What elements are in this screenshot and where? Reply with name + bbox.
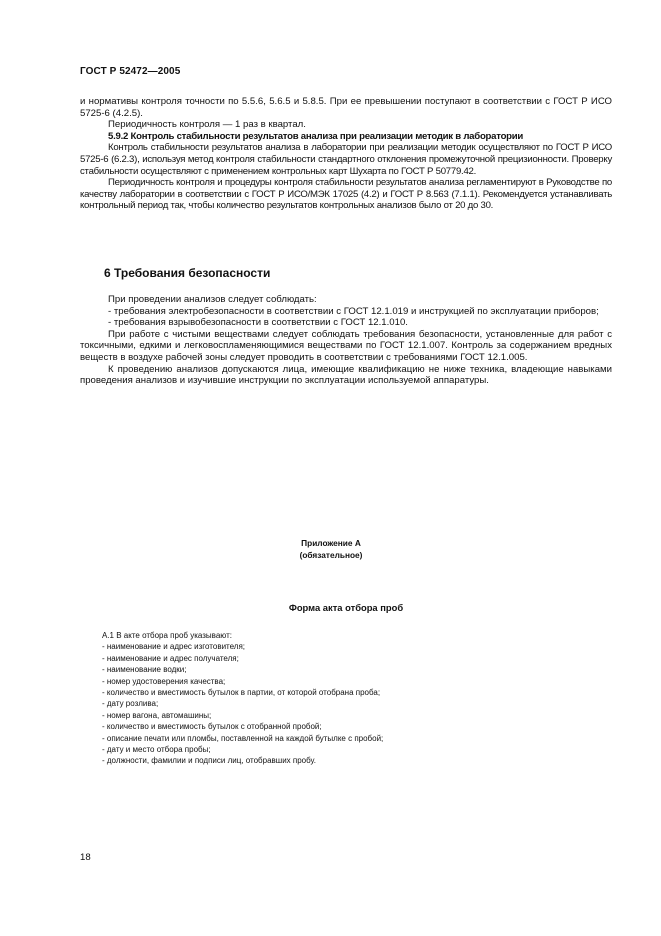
list-item: - наименование и адрес получателя; xyxy=(102,653,239,663)
list-item: - дату розлива; xyxy=(102,699,159,709)
list-item: - номер вагона, автомашины; xyxy=(102,710,212,720)
list-item: - дату и место отбора пробы; xyxy=(102,745,211,755)
paragraph-electrical-safety: - требования электробезопасности в соответствии с ГОСТ 12.1.019 и инструкцией по эксплуатации приборов; xyxy=(108,305,599,317)
list-item: - номер удостоверения качества; xyxy=(102,676,226,686)
page-number: 18 xyxy=(80,852,91,863)
list-item: - должности, фамилии и подписи лиц, отобравших пробу. xyxy=(102,756,316,766)
list-item: - описание печати или пломбы, поставленной на каждой бутылке с пробой; xyxy=(102,733,384,743)
list-item: - наименование водки; xyxy=(102,665,187,675)
safety-text-block xyxy=(80,294,612,387)
list-item: - количество и вместимость бутылок с отобранной пробой; xyxy=(102,722,322,732)
list-item: - наименование и адрес изготовителя; xyxy=(102,642,246,652)
paragraph-stability-control: Контроль стабильности результатов анализа в лаборатории при реализации методик осуществляют по ГОСТ Р ИСО 5725-6 (6.2.3), используя метод контроля стабильности стандартного отклонения промежуточной прецизионности. Проверку стабильности осуществляют с применением контрольных карт Шухарта по ГОСТ Р 50779.42. xyxy=(80,142,612,177)
paragraph-control-procedures: Периодичность контроля и процедуры контроля стабильности результатов анализа регламентируют в Руководстве по качеству лаборатории в соответствии с ГОСТ Р ИСО/МЭК 17025 (4.2) и ГОСТ Р 8.563 (7.1.1). Рекомендуется устанавливать контрольный период так, чтобы количество результатов контрольных анализов было от 20 до 30. xyxy=(80,177,612,212)
subsection-heading-5-9-2: 5.9.2 Контроль стабильности результатов анализа при реализации методик в лаборатории xyxy=(108,130,524,142)
list-item: - количество и вместимость бутылок в партии, от которой отобрана проба; xyxy=(102,688,381,698)
paragraph-accuracy-norms: и нормативы контроля точности по 5.5.6, 5.6.5 и 5.8.5. При ее превышении поступают в соответствии с ГОСТ Р ИСО 5725-6 (4.2.5). xyxy=(80,96,612,119)
document-code-header: ГОСТ Р 52472—2005 xyxy=(80,66,181,77)
list-intro: А.1 В акте отбора проб указывают: xyxy=(102,631,232,640)
paragraph-safety-intro: При проведении анализов следует соблюдать: xyxy=(108,294,317,305)
control-text-block xyxy=(80,96,612,212)
appendix-label: Приложение А xyxy=(301,538,361,548)
paragraph-explosion-safety: - требования взрывобезопасности в соответствии с ГОСТ 12.1.010. xyxy=(108,317,408,329)
appendix-form-title: Форма акта отбора проб xyxy=(288,602,404,613)
sampling-act-list xyxy=(102,630,602,767)
appendix-status: (обязательное) xyxy=(299,550,363,560)
section-title-safety: 6 Требования безопасности xyxy=(104,266,271,280)
paragraph-periodicity: Периодичность контроля — 1 раз в квартал. xyxy=(108,119,306,131)
paragraph-pure-substances: При работе с чистыми веществами следует соблюдать требования безопасности, установленные для работ с токсичными, едкими и легковоспламеняющимися веществами по ГОСТ 12.1.007. Контроль за содержанием вредных веществ в воздухе рабочей зоны следует проводить в соответствии с требованиями ГОСТ 12.1.005. xyxy=(80,328,612,363)
paragraph-personnel: К проведению анализов допускаются лица, имеющие квалификацию не ниже техника, владеющие навыками проведения анализов и изучившие инструкции по эксплуатации используемой аппаратуры. xyxy=(80,363,612,387)
